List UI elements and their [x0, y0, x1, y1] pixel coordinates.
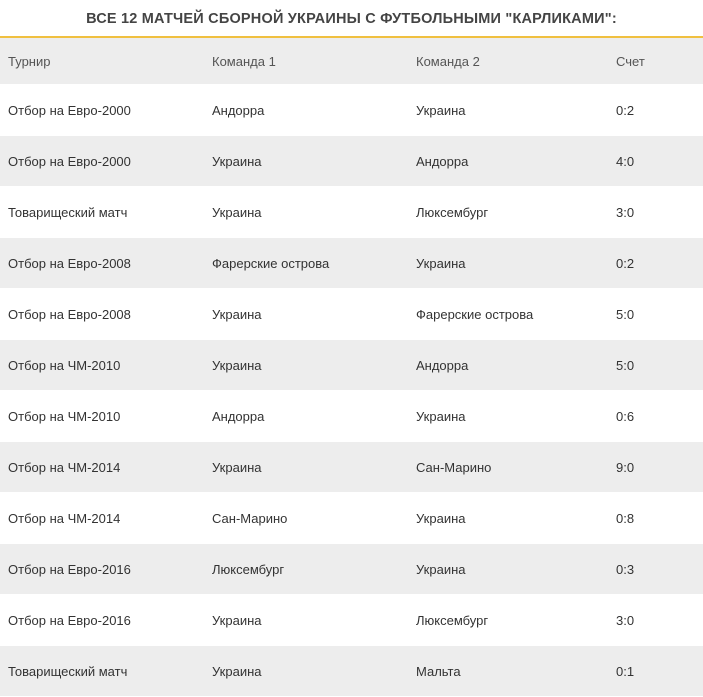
cell-team2: Андорра: [408, 136, 608, 187]
cell-score: 0:2: [608, 238, 703, 289]
cell-tournament: Отбор на Евро-2000: [0, 136, 204, 187]
table-row: [0, 493, 703, 544]
matches-table: [0, 38, 703, 697]
table-row: [0, 595, 703, 646]
table-body: [0, 85, 703, 697]
cell-team2: Украина: [408, 544, 608, 595]
cell-team1: Украина: [204, 442, 408, 493]
cell-score: 0:3: [608, 544, 703, 595]
cell-score: 0:2: [608, 85, 703, 136]
cell-team2: Сан-Марино: [408, 442, 608, 493]
cell-tournament: Отбор на Евро-2008: [0, 289, 204, 340]
cell-tournament: Отбор на ЧМ-2010: [0, 391, 204, 442]
cell-score: 0:6: [608, 391, 703, 442]
table-row: [0, 340, 703, 391]
cell-team2: Мальта: [408, 646, 608, 697]
cell-score: 5:0: [608, 340, 703, 391]
column-header-score: Счет: [608, 38, 703, 85]
cell-tournament: Отбор на ЧМ-2014: [0, 493, 204, 544]
column-header-tournament: Турнир: [0, 38, 204, 85]
column-header-team1: Команда 1: [204, 38, 408, 85]
cell-team1: Фарерские острова: [204, 238, 408, 289]
cell-team1: Украина: [204, 187, 408, 238]
cell-team2: Украина: [408, 238, 608, 289]
cell-team2: Люксембург: [408, 595, 608, 646]
cell-team1: Украина: [204, 136, 408, 187]
table-row: [0, 187, 703, 238]
cell-tournament: Отбор на Евро-2000: [0, 85, 204, 136]
table-row: [0, 391, 703, 442]
table-row: [0, 238, 703, 289]
cell-tournament: Отбор на Евро-2008: [0, 238, 204, 289]
cell-team1: Андорра: [204, 391, 408, 442]
table-row: [0, 442, 703, 493]
cell-score: 3:0: [608, 187, 703, 238]
cell-team2: Украина: [408, 85, 608, 136]
cell-score: 0:8: [608, 493, 703, 544]
table-row: [0, 136, 703, 187]
table-header-row: [0, 38, 703, 85]
cell-team1: Украина: [204, 289, 408, 340]
cell-score: 4:0: [608, 136, 703, 187]
table-row: [0, 85, 703, 136]
cell-team1: Андорра: [204, 85, 408, 136]
cell-team2: Люксембург: [408, 187, 608, 238]
cell-team1: Украина: [204, 646, 408, 697]
cell-team1: Сан-Марино: [204, 493, 408, 544]
cell-tournament: Товарищеский матч: [0, 187, 204, 238]
cell-team2: Украина: [408, 391, 608, 442]
cell-team1: Люксембург: [204, 544, 408, 595]
cell-team1: Украина: [204, 340, 408, 391]
cell-score: 9:0: [608, 442, 703, 493]
cell-team2: Андорра: [408, 340, 608, 391]
table-header: [0, 38, 703, 85]
cell-team1: Украина: [204, 595, 408, 646]
cell-tournament: Товарищеский матч: [0, 646, 204, 697]
column-header-team2: Команда 2: [408, 38, 608, 85]
table-row: [0, 289, 703, 340]
cell-score: 5:0: [608, 289, 703, 340]
table-row: [0, 544, 703, 595]
cell-team2: Украина: [408, 493, 608, 544]
cell-tournament: Отбор на ЧМ-2010: [0, 340, 204, 391]
cell-tournament: Отбор на Евро-2016: [0, 595, 204, 646]
cell-tournament: Отбор на Евро-2016: [0, 544, 204, 595]
cell-tournament: Отбор на ЧМ-2014: [0, 442, 204, 493]
page-title: ВСЕ 12 МАТЧЕЙ СБОРНОЙ УКРАИНЫ С ФУТБОЛЬНЫМИ "КАРЛИКАМИ":: [0, 0, 703, 38]
cell-score: 3:0: [608, 595, 703, 646]
cell-score: 0:1: [608, 646, 703, 697]
cell-team2: Фарерские острова: [408, 289, 608, 340]
